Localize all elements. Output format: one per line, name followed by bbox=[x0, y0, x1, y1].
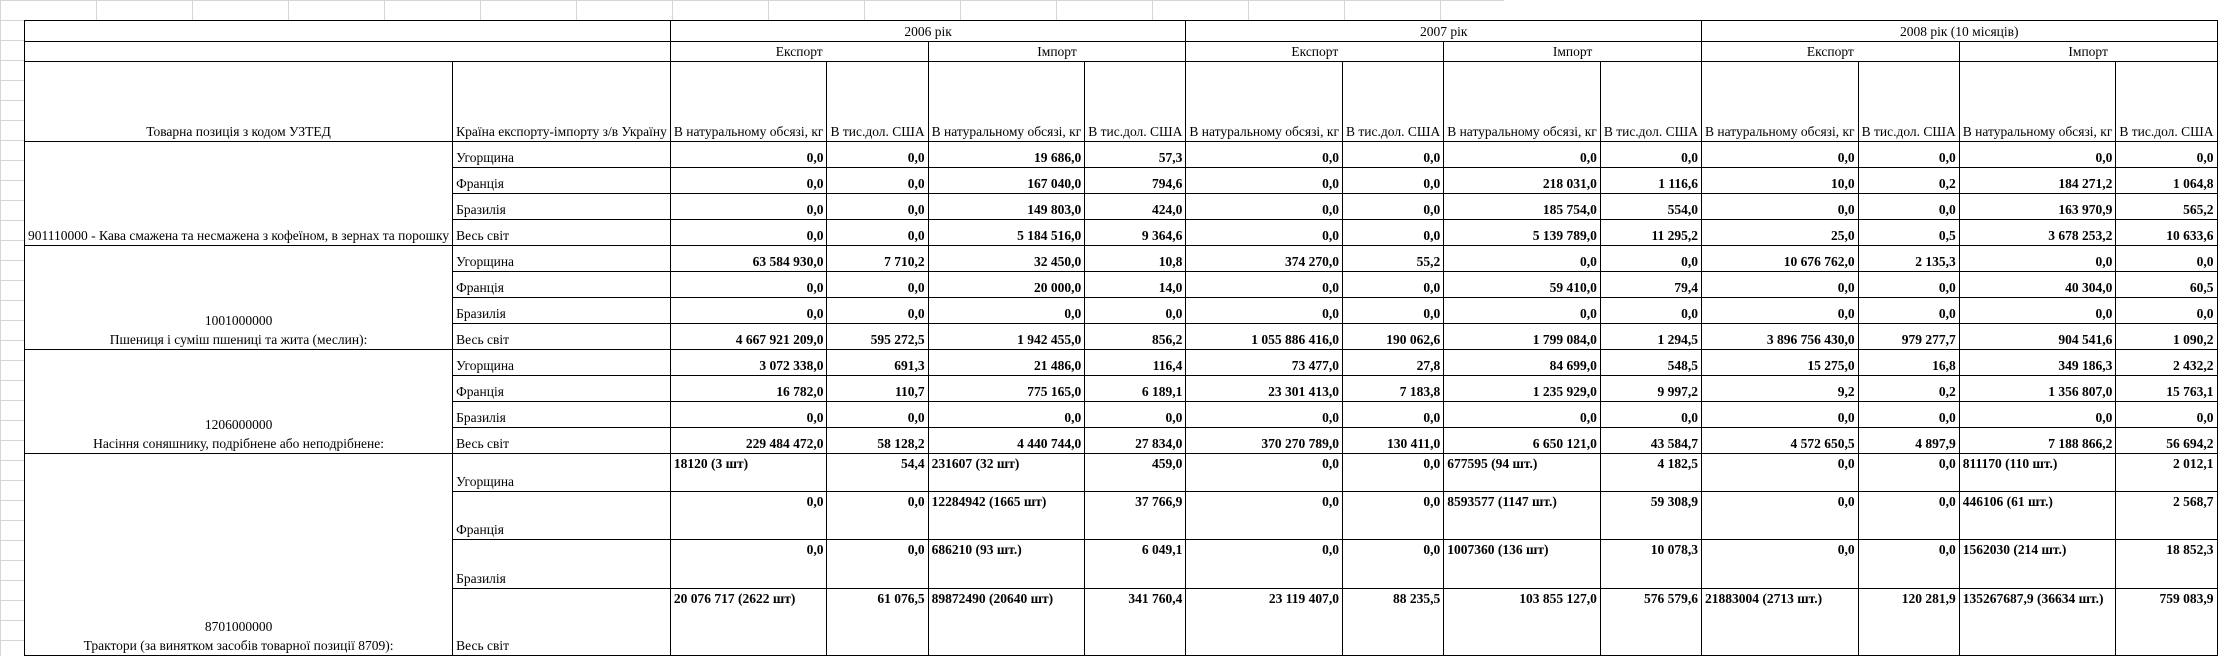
value-cell: 1 055 886 416,0 bbox=[1186, 324, 1343, 350]
measure-usd-header: В тис.дол. США bbox=[1600, 62, 1701, 142]
product-cell bbox=[25, 350, 453, 454]
value-cell: 3 896 756 430,0 bbox=[1701, 324, 1858, 350]
value-cell: 0,0 bbox=[1343, 220, 1444, 246]
value-cell: 89872490 (20640 шт) bbox=[928, 589, 1085, 656]
product-code: 1206000000 bbox=[204, 417, 273, 432]
country-cell: Весь світ bbox=[453, 220, 671, 246]
table-row bbox=[25, 350, 2218, 376]
value-cell: 27 834,0 bbox=[1085, 428, 1186, 454]
value-cell: 12284942 (1665 шт) bbox=[928, 492, 1085, 540]
value-cell: 59 308,9 bbox=[1600, 492, 1701, 540]
value-cell: 0,0 bbox=[827, 298, 928, 324]
value-cell: 0,0 bbox=[1444, 246, 1601, 272]
value-cell: 0,0 bbox=[1444, 402, 1601, 428]
value-cell: 1 090,2 bbox=[2116, 324, 2217, 350]
measure-kg-header: В натуральному обсязі, кг bbox=[1701, 62, 1858, 142]
value-cell: 0,2 bbox=[1858, 168, 1959, 194]
value-cell: 9,2 bbox=[1701, 376, 1858, 402]
product-name: Насіння соняшнику, подрібнене або неподрібнене: bbox=[93, 436, 385, 451]
value-cell: 9 997,2 bbox=[1600, 376, 1701, 402]
value-cell: 0,0 bbox=[827, 220, 928, 246]
value-cell: 190 062,6 bbox=[1343, 324, 1444, 350]
value-cell: 0,0 bbox=[670, 168, 827, 194]
value-cell: 0,0 bbox=[1858, 142, 1959, 168]
value-cell: 58 128,2 bbox=[827, 428, 928, 454]
value-cell: 0,0 bbox=[2116, 142, 2217, 168]
value-cell: 0,0 bbox=[1343, 194, 1444, 220]
value-cell: 0,0 bbox=[1444, 298, 1601, 324]
value-cell: 0,0 bbox=[1701, 540, 1858, 589]
product-cell bbox=[25, 142, 453, 246]
value-cell: 60,5 bbox=[2116, 272, 2217, 298]
country-cell: Бразилія bbox=[453, 194, 671, 220]
measure-usd-header: В тис.дол. США bbox=[827, 62, 928, 142]
value-cell: 459,0 bbox=[1085, 454, 1186, 492]
value-cell: 0,5 bbox=[1858, 220, 1959, 246]
value-cell: 2 432,2 bbox=[2116, 350, 2217, 376]
value-cell: 0,0 bbox=[2116, 402, 2217, 428]
value-cell: 23 119 407,0 bbox=[1186, 589, 1343, 656]
value-cell: 686210 (93 шт.) bbox=[928, 540, 1085, 589]
value-cell: 120 281,9 bbox=[1858, 589, 1959, 656]
year-header: 2006 рік bbox=[670, 21, 1186, 42]
value-cell: 25,0 bbox=[1701, 220, 1858, 246]
value-cell: 4 667 921 209,0 bbox=[670, 324, 827, 350]
product-name: 901110000 - Кава смажена та несмажена з кофеїном, в зернах та порошку bbox=[28, 228, 450, 243]
value-cell: 1 942 455,0 bbox=[928, 324, 1085, 350]
value-cell: 677595 (94 шт.) bbox=[1444, 454, 1601, 492]
value-cell: 0,0 bbox=[670, 540, 827, 589]
value-cell: 7 188 866,2 bbox=[1959, 428, 2116, 454]
value-cell: 811170 (110 шт.) bbox=[1959, 454, 2116, 492]
value-cell: 0,0 bbox=[670, 272, 827, 298]
product-code: 1001000000 bbox=[204, 313, 273, 328]
value-cell: 374 270,0 bbox=[1186, 246, 1343, 272]
value-cell: 135267687,9 (36634 шт.) bbox=[1959, 589, 2116, 656]
value-cell: 103 855 127,0 bbox=[1444, 589, 1601, 656]
product-code: 8701000000 bbox=[204, 619, 273, 634]
value-cell: 341 760,4 bbox=[1085, 589, 1186, 656]
value-cell: 73 477,0 bbox=[1186, 350, 1343, 376]
value-cell: 0,0 bbox=[1186, 492, 1343, 540]
value-cell: 0,0 bbox=[1186, 454, 1343, 492]
value-cell: 0,0 bbox=[1343, 168, 1444, 194]
country-column-header: Країна експорту-імпорту з/в Україну bbox=[453, 62, 671, 142]
value-cell: 0,0 bbox=[1343, 540, 1444, 589]
value-cell: 0,0 bbox=[1186, 194, 1343, 220]
value-cell: 0,0 bbox=[2116, 246, 2217, 272]
measure-kg-header: В натуральному обсязі, кг bbox=[928, 62, 1085, 142]
value-cell: 163 970,9 bbox=[1959, 194, 2116, 220]
country-cell: Угорщина bbox=[453, 350, 671, 376]
value-cell: 130 411,0 bbox=[1343, 428, 1444, 454]
flow-header: Експорт bbox=[1186, 42, 1444, 62]
value-cell: 0,0 bbox=[1701, 142, 1858, 168]
value-cell: 446106 (61 шт.) bbox=[1959, 492, 2116, 540]
value-cell: 0,0 bbox=[1858, 454, 1959, 492]
flow-header: Імпорт bbox=[1959, 42, 2217, 62]
value-cell: 229 484 472,0 bbox=[670, 428, 827, 454]
measure-kg-header: В натуральному обсязі, кг bbox=[1186, 62, 1343, 142]
value-cell: 0,0 bbox=[928, 402, 1085, 428]
value-cell: 0,0 bbox=[670, 194, 827, 220]
product-name: Пшениця і суміш пшениці та жита (меслин): bbox=[109, 332, 368, 347]
value-cell: 0,0 bbox=[670, 298, 827, 324]
value-cell: 32 450,0 bbox=[928, 246, 1085, 272]
measure-kg-header: В натуральному обсязі, кг bbox=[1959, 62, 2116, 142]
value-cell: 61 076,5 bbox=[827, 589, 928, 656]
country-cell: Весь світ bbox=[453, 324, 671, 350]
measure-usd-header: В тис.дол. США bbox=[1085, 62, 1186, 142]
value-cell: 167 040,0 bbox=[928, 168, 1085, 194]
value-cell: 18120 (3 шт) bbox=[670, 454, 827, 492]
value-cell: 6 049,1 bbox=[1085, 540, 1186, 589]
value-cell: 54,4 bbox=[827, 454, 928, 492]
value-cell: 10 078,3 bbox=[1600, 540, 1701, 589]
value-cell: 0,0 bbox=[1858, 540, 1959, 589]
value-cell: 595 272,5 bbox=[827, 324, 928, 350]
value-cell: 691,3 bbox=[827, 350, 928, 376]
measure-kg-header: В натуральному обсязі, кг bbox=[1444, 62, 1601, 142]
value-cell: 759 083,9 bbox=[2116, 589, 2217, 656]
value-cell: 0,0 bbox=[1858, 492, 1959, 540]
value-cell: 3 072 338,0 bbox=[670, 350, 827, 376]
value-cell: 0,0 bbox=[1186, 402, 1343, 428]
country-cell: Угорщина bbox=[453, 246, 671, 272]
value-cell: 4 897,9 bbox=[1858, 428, 1959, 454]
table-row bbox=[25, 142, 2218, 168]
value-cell: 1562030 (214 шт.) bbox=[1959, 540, 2116, 589]
value-cell: 185 754,0 bbox=[1444, 194, 1601, 220]
value-cell: 9 364,6 bbox=[1085, 220, 1186, 246]
value-cell: 0,0 bbox=[1186, 298, 1343, 324]
value-cell: 0,0 bbox=[1186, 540, 1343, 589]
value-cell: 0,0 bbox=[670, 142, 827, 168]
flow-header: Імпорт bbox=[1444, 42, 1702, 62]
value-cell: 794,6 bbox=[1085, 168, 1186, 194]
value-cell: 0,0 bbox=[1600, 246, 1701, 272]
value-cell: 1 064,8 bbox=[2116, 168, 2217, 194]
value-cell: 0,0 bbox=[1343, 454, 1444, 492]
value-cell: 37 766,9 bbox=[1085, 492, 1186, 540]
value-cell: 2 012,1 bbox=[2116, 454, 2217, 492]
country-cell: Угорщина bbox=[453, 454, 671, 492]
country-cell: Франція bbox=[453, 168, 671, 194]
value-cell: 424,0 bbox=[1085, 194, 1186, 220]
measure-usd-header: В тис.дол. США bbox=[1858, 62, 1959, 142]
value-cell: 0,0 bbox=[1085, 402, 1186, 428]
country-cell: Бразилія bbox=[453, 402, 671, 428]
value-cell: 8593577 (1147 шт.) bbox=[1444, 492, 1601, 540]
value-cell: 15 763,1 bbox=[2116, 376, 2217, 402]
value-cell: 5 139 789,0 bbox=[1444, 220, 1601, 246]
value-cell: 0,0 bbox=[1701, 194, 1858, 220]
value-cell: 0,0 bbox=[1858, 272, 1959, 298]
value-cell: 14,0 bbox=[1085, 272, 1186, 298]
value-cell: 88 235,5 bbox=[1343, 589, 1444, 656]
value-cell: 79,4 bbox=[1600, 272, 1701, 298]
value-cell: 116,4 bbox=[1085, 350, 1186, 376]
table-row bbox=[25, 246, 2218, 272]
value-cell: 856,2 bbox=[1085, 324, 1186, 350]
value-cell: 0,0 bbox=[827, 142, 928, 168]
value-cell: 56 694,2 bbox=[2116, 428, 2217, 454]
header-corner bbox=[25, 42, 671, 62]
value-cell: 6 189,1 bbox=[1085, 376, 1186, 402]
value-cell: 0,0 bbox=[1701, 492, 1858, 540]
value-cell: 0,0 bbox=[1186, 142, 1343, 168]
value-cell: 18 852,3 bbox=[2116, 540, 2217, 589]
value-cell: 0,0 bbox=[1186, 168, 1343, 194]
value-cell: 904 541,6 bbox=[1959, 324, 2116, 350]
value-cell: 0,0 bbox=[670, 402, 827, 428]
value-cell: 0,0 bbox=[670, 220, 827, 246]
value-cell: 0,0 bbox=[1959, 298, 2116, 324]
country-cell: Угорщина bbox=[453, 142, 671, 168]
value-cell: 0,0 bbox=[1858, 402, 1959, 428]
country-cell: Франція bbox=[453, 272, 671, 298]
value-cell: 7 183,8 bbox=[1343, 376, 1444, 402]
value-cell: 231607 (32 шт) bbox=[928, 454, 1085, 492]
value-cell: 0,0 bbox=[1959, 142, 2116, 168]
value-cell: 0,0 bbox=[1343, 492, 1444, 540]
year-header: 2007 рік bbox=[1186, 21, 1702, 42]
trade-table bbox=[24, 20, 2218, 656]
value-cell: 979 277,7 bbox=[1858, 324, 1959, 350]
value-cell: 16,8 bbox=[1858, 350, 1959, 376]
value-cell: 5 184 516,0 bbox=[928, 220, 1085, 246]
value-cell: 110,7 bbox=[827, 376, 928, 402]
value-cell: 2 135,3 bbox=[1858, 246, 1959, 272]
value-cell: 1 356 807,0 bbox=[1959, 376, 2116, 402]
value-cell: 0,0 bbox=[1186, 220, 1343, 246]
value-cell: 0,0 bbox=[1085, 298, 1186, 324]
value-cell: 576 579,6 bbox=[1600, 589, 1701, 656]
value-cell: 55,2 bbox=[1343, 246, 1444, 272]
value-cell: 548,5 bbox=[1600, 350, 1701, 376]
value-cell: 11 295,2 bbox=[1600, 220, 1701, 246]
value-cell: 0,0 bbox=[1186, 272, 1343, 298]
value-cell: 10 633,6 bbox=[2116, 220, 2217, 246]
value-cell: 4 182,5 bbox=[1600, 454, 1701, 492]
value-cell: 0,0 bbox=[827, 540, 928, 589]
value-cell: 40 304,0 bbox=[1959, 272, 2116, 298]
value-cell: 21 486,0 bbox=[928, 350, 1085, 376]
value-cell: 349 186,3 bbox=[1959, 350, 2116, 376]
value-cell: 0,0 bbox=[1858, 298, 1959, 324]
value-cell: 0,0 bbox=[827, 168, 928, 194]
value-cell: 0,0 bbox=[827, 194, 928, 220]
value-cell: 0,0 bbox=[827, 272, 928, 298]
product-name: Трактори (за винятком засобів товарної позиції 8709): bbox=[83, 638, 394, 653]
value-cell: 565,2 bbox=[2116, 194, 2217, 220]
product-column-header: Товарна позиція з кодом УЗТЕД bbox=[25, 62, 453, 142]
value-cell: 0,0 bbox=[1959, 402, 2116, 428]
measure-usd-header: В тис.дол. США bbox=[2116, 62, 2217, 142]
value-cell: 0,0 bbox=[1343, 142, 1444, 168]
value-cell: 10,8 bbox=[1085, 246, 1186, 272]
value-cell: 1 116,6 bbox=[1600, 168, 1701, 194]
value-cell: 4 572 650,5 bbox=[1701, 428, 1858, 454]
value-cell: 0,0 bbox=[1701, 298, 1858, 324]
value-cell: 0,0 bbox=[1600, 142, 1701, 168]
value-cell: 0,0 bbox=[1600, 402, 1701, 428]
value-cell: 218 031,0 bbox=[1444, 168, 1601, 194]
value-cell: 10,0 bbox=[1701, 168, 1858, 194]
value-cell: 6 650 121,0 bbox=[1444, 428, 1601, 454]
value-cell: 84 699,0 bbox=[1444, 350, 1601, 376]
value-cell: 59 410,0 bbox=[1444, 272, 1601, 298]
country-cell: Весь світ bbox=[453, 428, 671, 454]
value-cell: 0,0 bbox=[1444, 142, 1601, 168]
value-cell: 0,2 bbox=[1858, 376, 1959, 402]
table-row bbox=[25, 454, 2218, 492]
value-cell: 554,0 bbox=[1600, 194, 1701, 220]
value-cell: 3 678 253,2 bbox=[1959, 220, 2116, 246]
value-cell: 63 584 930,0 bbox=[670, 246, 827, 272]
country-cell: Бразилія bbox=[453, 298, 671, 324]
value-cell: 16 782,0 bbox=[670, 376, 827, 402]
product-cell bbox=[25, 454, 453, 656]
product-cell bbox=[25, 246, 453, 350]
value-cell: 0,0 bbox=[1701, 272, 1858, 298]
value-cell: 43 584,7 bbox=[1600, 428, 1701, 454]
value-cell: 0,0 bbox=[1343, 402, 1444, 428]
value-cell: 20 000,0 bbox=[928, 272, 1085, 298]
flow-header: Експорт bbox=[670, 42, 928, 62]
value-cell: 0,0 bbox=[1343, 272, 1444, 298]
value-cell: 0,0 bbox=[2116, 298, 2217, 324]
value-cell: 0,0 bbox=[827, 492, 928, 540]
value-cell: 15 275,0 bbox=[1701, 350, 1858, 376]
measure-kg-header: В натуральному обсязі, кг bbox=[670, 62, 827, 142]
value-cell: 0,0 bbox=[1343, 298, 1444, 324]
value-cell: 7 710,2 bbox=[827, 246, 928, 272]
value-cell: 2 568,7 bbox=[2116, 492, 2217, 540]
header-corner bbox=[25, 21, 671, 42]
value-cell: 370 270 789,0 bbox=[1186, 428, 1343, 454]
value-cell: 4 440 744,0 bbox=[928, 428, 1085, 454]
value-cell: 21883004 (2713 шт.) bbox=[1701, 589, 1858, 656]
value-cell: 0,0 bbox=[1959, 246, 2116, 272]
value-cell: 149 803,0 bbox=[928, 194, 1085, 220]
value-cell: 184 271,2 bbox=[1959, 168, 2116, 194]
country-cell: Франція bbox=[453, 492, 671, 540]
value-cell: 10 676 762,0 bbox=[1701, 246, 1858, 272]
value-cell: 1007360 (136 шт) bbox=[1444, 540, 1601, 589]
measure-usd-header: В тис.дол. США bbox=[1343, 62, 1444, 142]
flow-header: Експорт bbox=[1701, 42, 1959, 62]
value-cell: 20 076 717 (2622 шт) bbox=[670, 589, 827, 656]
value-cell: 0,0 bbox=[1858, 194, 1959, 220]
value-cell: 27,8 bbox=[1343, 350, 1444, 376]
year-header: 2008 рік (10 місяців) bbox=[1701, 21, 2217, 42]
value-cell: 0,0 bbox=[827, 402, 928, 428]
value-cell: 0,0 bbox=[1600, 298, 1701, 324]
value-cell: 57,3 bbox=[1085, 142, 1186, 168]
value-cell: 0,0 bbox=[670, 492, 827, 540]
value-cell: 19 686,0 bbox=[928, 142, 1085, 168]
country-cell: Франція bbox=[453, 376, 671, 402]
flow-header: Імпорт bbox=[928, 42, 1186, 62]
value-cell: 23 301 413,0 bbox=[1186, 376, 1343, 402]
header-measures-row bbox=[25, 62, 2218, 142]
value-cell: 1 235 929,0 bbox=[1444, 376, 1601, 402]
value-cell: 1 799 084,0 bbox=[1444, 324, 1601, 350]
header-years-row bbox=[25, 21, 2218, 42]
value-cell: 1 294,5 bbox=[1600, 324, 1701, 350]
value-cell: 0,0 bbox=[1701, 454, 1858, 492]
value-cell: 0,0 bbox=[1701, 402, 1858, 428]
value-cell: 0,0 bbox=[928, 298, 1085, 324]
header-flows-row bbox=[25, 42, 2218, 62]
value-cell: 775 165,0 bbox=[928, 376, 1085, 402]
country-cell: Бразилія bbox=[453, 540, 671, 589]
country-cell: Весь світ bbox=[453, 589, 671, 656]
